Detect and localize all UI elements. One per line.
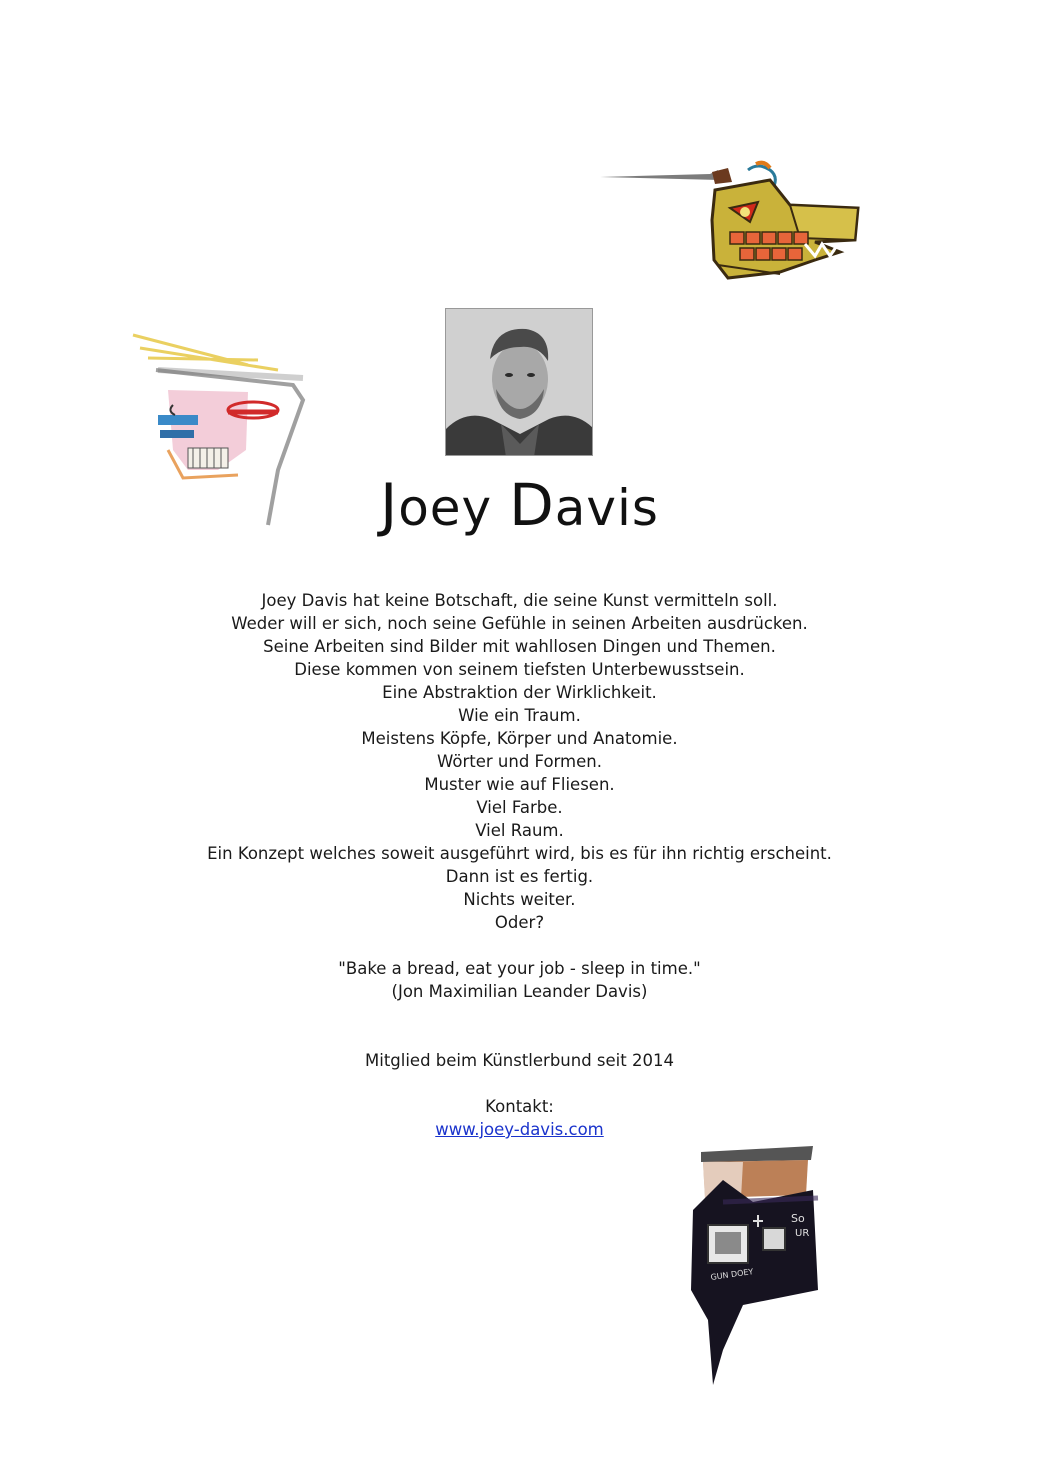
bio-line: Seine Arbeiten sind Bilder mit wahllosen Dingen und Themen. <box>263 637 776 656</box>
bio-line: Oder? <box>494 913 545 932</box>
contact-label: Kontakt: <box>485 1097 554 1116</box>
artist-portrait <box>445 308 593 456</box>
bio-line: Viel Farbe. <box>476 798 563 817</box>
bio-line: Joey Davis hat keine Botschaft, die seine Kunst vermitteln soll. <box>261 591 778 610</box>
bio-line: Viel Raum. <box>475 821 564 840</box>
bio-line: Dann ist es fertig. <box>445 867 594 886</box>
bio-section <box>100 589 939 1141</box>
dragon-head-artwork <box>600 160 865 285</box>
membership-note: Mitglied beim Künstlerbund seit 2014 <box>365 1051 674 1070</box>
bio-line: Weder will er sich, noch seine Gefühle in seinen Arbeiten ausdrücken. <box>231 614 808 633</box>
house-text-top: So <box>791 1212 805 1225</box>
artist-name-title: Joey Davis <box>380 471 659 539</box>
bio-line: Eine Abstraktion der Wirklichkeit. <box>382 683 657 702</box>
website-link[interactable]: www.joey-davis.com <box>435 1120 604 1139</box>
house-text-bottom: GUN DOEY <box>710 1267 754 1282</box>
bio-line: Wie ein Traum. <box>458 706 581 725</box>
bio-line: Wörter und Formen. <box>437 752 602 771</box>
dark-house-artwork <box>683 1140 823 1385</box>
quote-author: (Jon Maximilian Leander Davis) <box>391 982 648 1001</box>
bio-line: Nichts weiter. <box>463 890 576 909</box>
house-text-middle: UR <box>795 1228 810 1239</box>
quote-text: "Bake a bread, eat your job - sleep in time." <box>338 959 701 978</box>
bio-line: Diese kommen von seinem tiefsten Unterbewusstsein. <box>294 660 745 679</box>
bio-line: Meistens Köpfe, Körper und Anatomie. <box>361 729 678 748</box>
bio-line: Muster wie auf Fliesen. <box>424 775 615 794</box>
bio-line: Ein Konzept welches soweit ausgeführt wird, bis es für ihn richtig erscheint. <box>207 844 832 863</box>
